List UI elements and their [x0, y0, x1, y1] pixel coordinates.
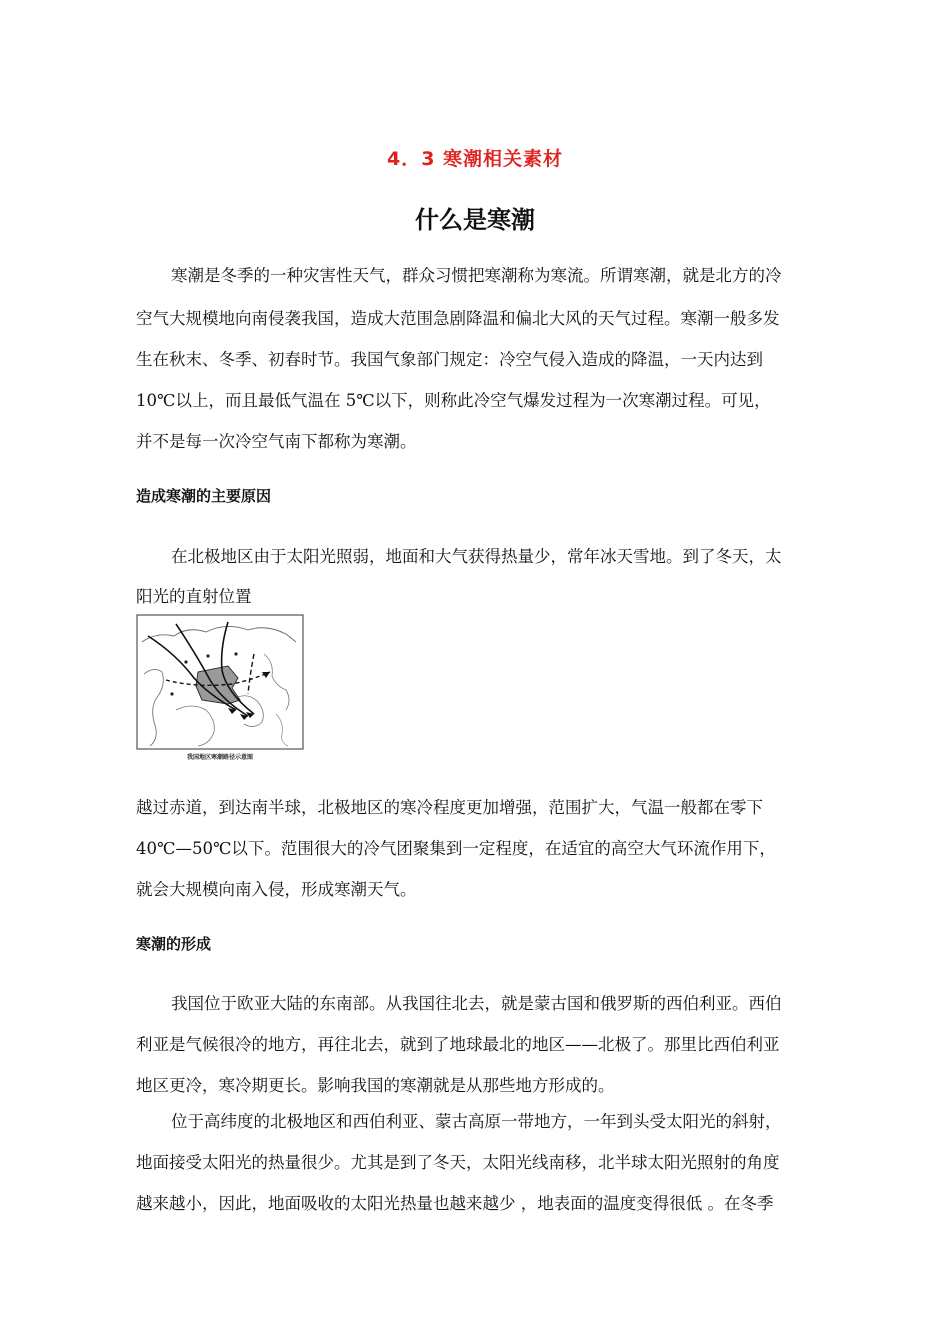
paragraph-line: 越过赤道，到达南半球，北极地区的寒冷程度更加增强，范围扩大，气温一般都在零下: [136, 798, 763, 817]
section-heading: 造成寒潮的主要原因: [136, 487, 272, 505]
figure-caption: 我国地区寒潮路径示意图: [186, 754, 253, 761]
paragraph-line: 位于高纬度的北极地区和西伯利亚、蒙古高原一带地方，一年到头受太阳光的斜射，: [171, 1112, 782, 1131]
paragraph-line: 并不是每一次冷空气南下都称为寒潮。: [136, 432, 417, 451]
paragraph-line: 阳光的直射位置: [136, 587, 252, 606]
paragraph-line: 生在秋末、冬季、初春时节。我国气象部门规定：冷空气侵入造成的降温，一天内达到: [136, 350, 763, 369]
paragraph-line: 利亚是气候很冷的地方，再往北去，就到了地球最北的地区——北极了。那里比西伯利亚: [136, 1035, 780, 1054]
paragraph-line: 空气大规模地向南侵袭我国，造成大范围急剧降温和偏北大风的天气过程。寒潮一般多发: [136, 309, 780, 328]
document-subtitle: 4．3 寒潮相关素材: [386, 148, 564, 170]
document-title: 什么是寒潮: [415, 206, 535, 234]
cold-wave-path-map: [136, 614, 304, 766]
paragraph-line: 地区更冷，寒冷期更长。影响我国的寒潮就是从那些地方形成的。: [136, 1076, 615, 1095]
paragraph-line: 10℃以上，而且最低气温在 5℃以下，则称此冷空气爆发过程为一次寒潮过程。可见，: [136, 391, 771, 410]
paragraph-line: 在北极地区由于太阳光照弱，地面和大气获得热量少，常年冰天雪地。到了冬天，太: [171, 547, 782, 566]
paragraph-line: 40℃—50℃以下。范围很大的冷气团聚集到一定程度，在适宜的高空大气环流作用下，: [136, 839, 776, 858]
section-heading: 寒潮的形成: [136, 935, 212, 953]
paragraph-line: 我国位于欧亚大陆的东南部。从我国往北去，就是蒙古国和俄罗斯的西伯利亚。西伯: [171, 994, 782, 1013]
paragraph-line: 越来越小，因此，地面吸收的太阳光热量也越来越少 ，地表面的温度变得很低 。在冬季: [136, 1194, 774, 1213]
paragraph-line: 地面接受太阳光的热量很少。尤其是到了冬天，太阳光线南移，北半球太阳光照射的角度: [136, 1153, 780, 1172]
paragraph-line: 寒潮是冬季的一种灾害性天气，群众习惯把寒潮称为寒流。所谓寒潮，就是北方的冷: [171, 266, 782, 285]
paragraph-line: 就会大规模向南入侵，形成寒潮天气。: [136, 880, 417, 899]
